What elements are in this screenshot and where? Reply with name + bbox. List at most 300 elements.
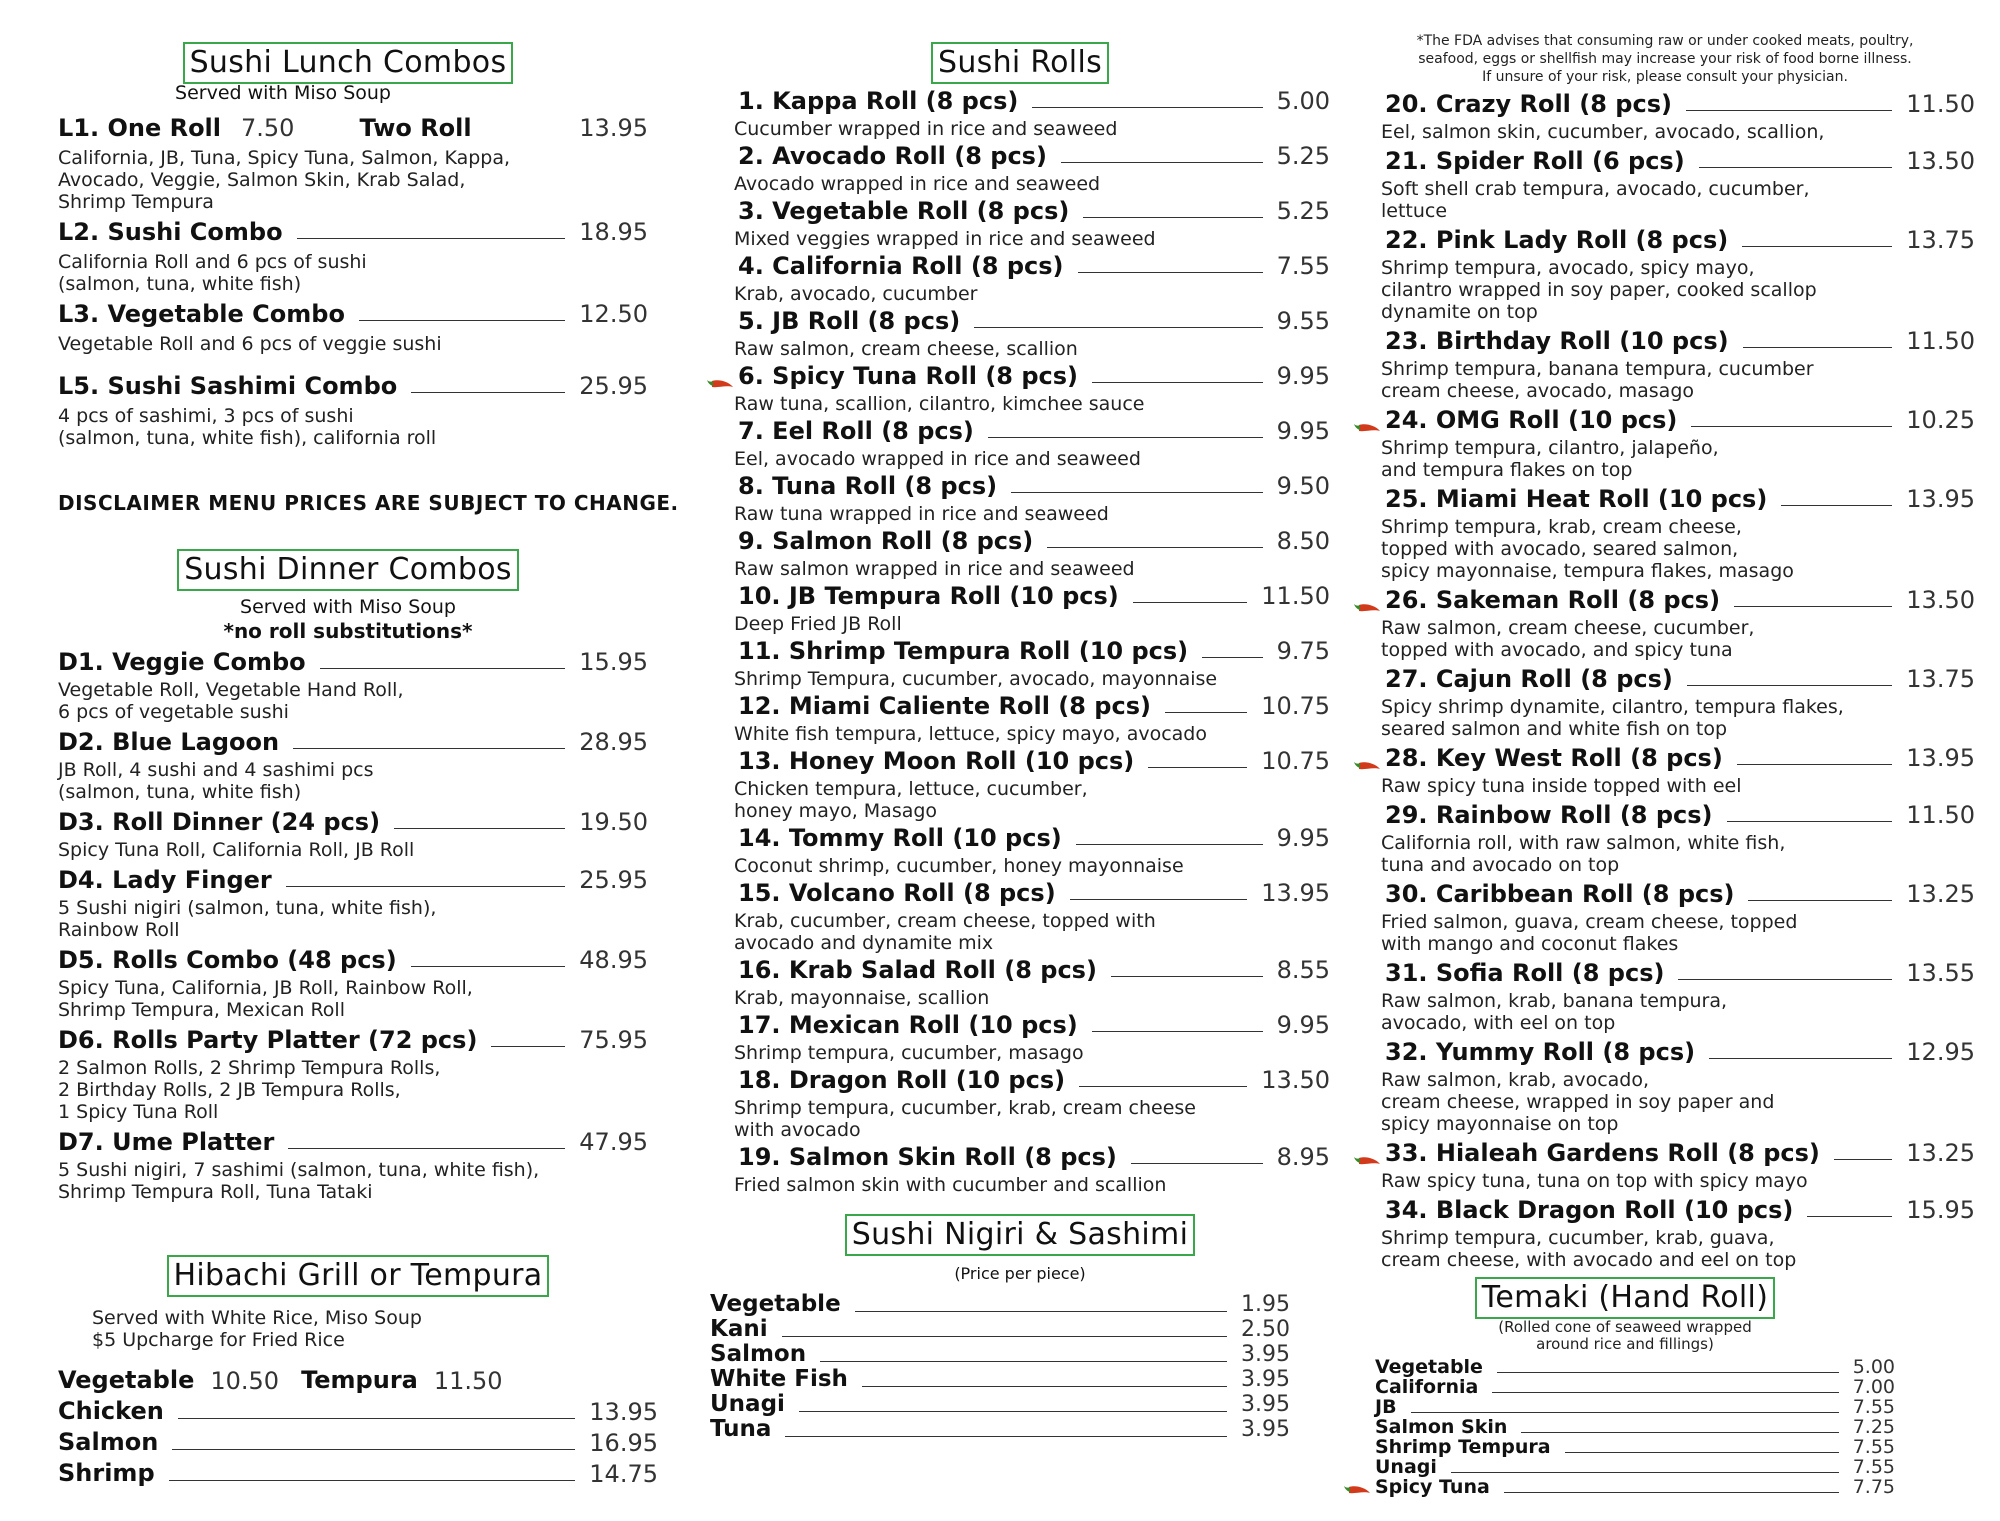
item-name: 33. Hialeah Gardens Roll (8 pcs) bbox=[1385, 1139, 1820, 1167]
item-price: 13.95 bbox=[1906, 485, 1975, 513]
item-price: 13.95 bbox=[1906, 744, 1975, 772]
lunch-item-list bbox=[58, 217, 668, 449]
item-row bbox=[58, 647, 648, 677]
dotted-leader bbox=[1807, 1216, 1892, 1217]
desc-line: Spicy shrimp dynamite, cilantro, tempura flakes, bbox=[1381, 696, 1844, 718]
item-row bbox=[1375, 1417, 1895, 1437]
dotted-leader bbox=[1737, 764, 1892, 765]
desc-line: 4 pcs of sashimi, 3 pcs of sushi bbox=[58, 405, 354, 427]
dotted-leader bbox=[1734, 606, 1892, 607]
item-desc bbox=[710, 173, 1330, 195]
item-desc bbox=[710, 1174, 1330, 1196]
desc-line: Krab, mayonnaise, scallion bbox=[734, 987, 990, 1009]
dotted-leader bbox=[491, 1046, 565, 1047]
item-desc bbox=[710, 448, 1330, 470]
dinner-item bbox=[58, 945, 668, 1021]
item-price: 11.50 bbox=[1261, 582, 1330, 610]
item-price: 2.50 bbox=[1241, 1317, 1290, 1342]
item-name: JB bbox=[1375, 1396, 1397, 1418]
dotted-leader bbox=[1092, 1031, 1263, 1032]
dotted-leader bbox=[974, 327, 1262, 328]
item-price: 10.75 bbox=[1261, 692, 1330, 720]
temaki-item bbox=[1375, 1357, 1895, 1377]
lunch-item bbox=[58, 371, 648, 449]
temaki-section-title: Temaki (Hand Roll) bbox=[1475, 1277, 1775, 1319]
item-row bbox=[1375, 1397, 1895, 1417]
dotted-leader bbox=[862, 1386, 1227, 1387]
nigiri-item bbox=[710, 1317, 1290, 1342]
item-desc bbox=[58, 839, 668, 861]
item-name: Salmon bbox=[58, 1428, 159, 1456]
item-price: 7.50 bbox=[241, 114, 295, 142]
desc-line: Shrimp tempura, cucumber, krab, cream cheese bbox=[734, 1097, 1196, 1119]
item-row bbox=[710, 1142, 1330, 1172]
dotted-leader bbox=[359, 320, 565, 321]
desc-line: Chicken tempura, lettuce, cucumber, bbox=[734, 778, 1088, 800]
item-desc bbox=[58, 333, 638, 355]
dotted-leader bbox=[1699, 167, 1893, 168]
item-name: 27. Cajun Roll (8 pcs) bbox=[1385, 665, 1673, 693]
roll-item bbox=[710, 141, 1330, 195]
item-desc bbox=[710, 668, 1330, 690]
dotted-leader bbox=[1133, 602, 1248, 603]
item-row bbox=[1355, 89, 1975, 119]
item-price: 13.25 bbox=[1906, 1139, 1975, 1167]
nigiri-note: (Price per piece) bbox=[954, 1264, 1086, 1283]
item-price: 7.75 bbox=[1852, 1476, 1895, 1498]
item-name: 5. JB Roll (8 pcs) bbox=[738, 307, 961, 335]
desc-line: lettuce bbox=[1381, 200, 1448, 222]
item-price: 5.00 bbox=[1852, 1356, 1895, 1378]
item-desc bbox=[1355, 911, 1975, 955]
item-price: 8.95 bbox=[1276, 1143, 1330, 1171]
item-price: 28.95 bbox=[579, 728, 648, 756]
dotted-leader bbox=[820, 1361, 1227, 1362]
dinner-item bbox=[58, 1025, 668, 1123]
hibachi-notes bbox=[92, 1307, 668, 1351]
hibachi-section-title: Hibachi Grill or Tempura bbox=[167, 1255, 550, 1297]
item-row bbox=[58, 727, 648, 757]
hibachi-item-list bbox=[58, 1396, 658, 1489]
dotted-leader bbox=[1687, 685, 1892, 686]
item-name: 31. Sofia Roll (8 pcs) bbox=[1385, 959, 1665, 987]
item-desc bbox=[710, 1097, 1330, 1141]
item-price: 12.50 bbox=[579, 300, 648, 328]
dotted-leader bbox=[782, 1336, 1227, 1337]
desc-line: cream cheese, avocado, masago bbox=[1381, 380, 1694, 402]
item-price: 7.00 bbox=[1852, 1376, 1895, 1398]
temaki-note-line: around rice and fillings) bbox=[1536, 1335, 1714, 1353]
item-name: Shrimp Tempura bbox=[1375, 1436, 1551, 1458]
item-price: 7.55 bbox=[1852, 1436, 1895, 1458]
chili-pepper-icon bbox=[1353, 421, 1381, 435]
desc-line: Krab, avocado, cucumber bbox=[734, 283, 978, 305]
item-price: 12.95 bbox=[1906, 1038, 1975, 1066]
dotted-leader bbox=[1709, 1058, 1892, 1059]
roll-item bbox=[1355, 743, 1975, 797]
dinner-item bbox=[58, 1127, 668, 1203]
item-row bbox=[58, 1427, 658, 1458]
roll-item bbox=[1355, 585, 1975, 661]
item-row bbox=[58, 299, 648, 329]
desc-line: avocado and dynamite mix bbox=[734, 932, 994, 954]
dotted-leader bbox=[1092, 382, 1263, 383]
desc-line: Fried salmon, guava, cream cheese, topped bbox=[1381, 911, 1798, 933]
item-name: 22. Pink Lady Roll (8 pcs) bbox=[1385, 226, 1729, 254]
dotted-leader bbox=[1047, 547, 1262, 548]
item-desc bbox=[710, 503, 1330, 525]
item-desc bbox=[710, 283, 1330, 305]
dotted-leader bbox=[169, 1480, 576, 1481]
item-name: 17. Mexican Roll (10 pcs) bbox=[738, 1011, 1078, 1039]
item-name: 20. Crazy Roll (8 pcs) bbox=[1385, 90, 1672, 118]
item-price: 1.95 bbox=[1241, 1292, 1290, 1317]
dotted-leader bbox=[411, 966, 566, 967]
roll-item bbox=[710, 361, 1330, 415]
desc-line: (salmon, tuna, white fish), california roll bbox=[58, 427, 437, 449]
dotted-leader bbox=[1070, 899, 1248, 900]
chili-pepper-icon bbox=[1353, 759, 1381, 773]
item-name: Spicy Tuna bbox=[1375, 1476, 1490, 1498]
dinner-item bbox=[58, 807, 668, 861]
item-price: 18.95 bbox=[579, 218, 648, 246]
rolls-item-list bbox=[710, 86, 1330, 1196]
item-price: 9.55 bbox=[1276, 307, 1330, 335]
item-desc bbox=[58, 1159, 668, 1203]
item-row bbox=[710, 1367, 1290, 1392]
roll-item bbox=[1355, 1138, 1975, 1192]
item-name: White Fish bbox=[710, 1366, 848, 1392]
dotted-leader bbox=[1083, 217, 1262, 218]
item-price: 9.95 bbox=[1276, 1011, 1330, 1039]
lunch-item bbox=[58, 217, 648, 295]
column-right bbox=[1355, 0, 1985, 1497]
desc-line: cream cheese, with avocado and eel on top bbox=[1381, 1249, 1797, 1271]
dotted-leader bbox=[286, 886, 566, 887]
nigiri-item-list bbox=[710, 1292, 1290, 1442]
item-desc bbox=[1355, 516, 1975, 582]
item-row bbox=[1355, 958, 1975, 988]
item-row bbox=[1375, 1457, 1895, 1477]
desc-line: cilantro wrapped in soy paper, cooked scallop bbox=[1381, 279, 1817, 301]
item-name: 14. Tommy Roll (10 pcs) bbox=[738, 824, 1062, 852]
item-name: 24. OMG Roll (10 pcs) bbox=[1385, 406, 1678, 434]
fda-line: *The FDA advises that consuming raw or under cooked meats, poultry, bbox=[1416, 33, 1914, 49]
item-price: 8.55 bbox=[1276, 956, 1330, 984]
rolls-section-title: Sushi Rolls bbox=[931, 42, 1109, 84]
item-row bbox=[1355, 405, 1975, 435]
desc-line: 2 Salmon Rolls, 2 Shrimp Tempura Rolls, bbox=[58, 1057, 441, 1079]
item-desc bbox=[710, 338, 1330, 360]
desc-line: Eel, salmon skin, cucumber, avocado, scallion, bbox=[1381, 121, 1825, 143]
desc-line: Rainbow Roll bbox=[58, 919, 180, 941]
desc-line: Shrimp tempura, krab, cream cheese, bbox=[1381, 516, 1742, 538]
desc-line: Raw spicy tuna inside topped with eel bbox=[1381, 775, 1742, 797]
item-row bbox=[1375, 1437, 1895, 1457]
item-name: Two Roll bbox=[359, 114, 472, 142]
temaki-item bbox=[1375, 1457, 1895, 1477]
item-row bbox=[710, 416, 1330, 446]
item-row bbox=[58, 865, 648, 895]
item-name: 8. Tuna Roll (8 pcs) bbox=[738, 472, 998, 500]
price-disclaimer: DISCLAIMER MENU PRICES ARE SUBJECT TO CHANGE. bbox=[58, 491, 679, 515]
item-name: 30. Caribbean Roll (8 pcs) bbox=[1385, 880, 1735, 908]
roll-item bbox=[710, 878, 1330, 954]
item-row bbox=[710, 141, 1330, 171]
item-row bbox=[1355, 585, 1975, 615]
dotted-leader bbox=[172, 1449, 575, 1450]
dotted-leader bbox=[1691, 426, 1892, 427]
item-price: 3.95 bbox=[1241, 1392, 1290, 1417]
roll-item bbox=[1355, 664, 1975, 740]
item-desc bbox=[58, 147, 668, 213]
desc-line: 5 Sushi nigiri (salmon, tuna, white fish), bbox=[58, 897, 437, 919]
item-price: 13.50 bbox=[1906, 586, 1975, 614]
roll-item bbox=[1355, 89, 1975, 143]
hibachi-note-1: Served with White Rice, Miso Soup bbox=[92, 1307, 422, 1329]
item-name: Chicken bbox=[58, 1397, 164, 1425]
dotted-leader bbox=[1497, 1372, 1839, 1373]
item-name: D2. Blue Lagoon bbox=[58, 728, 280, 756]
item-name: Shrimp bbox=[58, 1459, 155, 1487]
item-name: 21. Spider Roll (6 pcs) bbox=[1385, 147, 1685, 175]
item-price: 7.55 bbox=[1852, 1456, 1895, 1478]
dotted-leader bbox=[1411, 1412, 1839, 1413]
lunch-item-l1 bbox=[58, 113, 668, 213]
desc-line: Spicy Tuna, California, JB Roll, Rainbow Roll, bbox=[58, 977, 473, 999]
item-desc bbox=[1355, 257, 1975, 323]
item-name: 28. Key West Roll (8 pcs) bbox=[1385, 744, 1723, 772]
fda-line: seafood, eggs or shellfish may increase your risk of food borne illness. bbox=[1418, 51, 1912, 67]
temaki-title-wrap bbox=[1355, 1277, 1895, 1319]
dinner-section-title: Sushi Dinner Combos bbox=[177, 549, 519, 591]
temaki-item bbox=[1375, 1417, 1895, 1437]
item-desc bbox=[1355, 178, 1975, 222]
roll-item bbox=[1355, 958, 1975, 1034]
roll-item bbox=[710, 526, 1330, 580]
item-row bbox=[710, 196, 1330, 226]
roll-item bbox=[710, 823, 1330, 877]
item-price: 7.25 bbox=[1852, 1416, 1895, 1438]
fda-advisory bbox=[1355, 32, 1975, 86]
desc-line: honey mayo, Masago bbox=[734, 800, 938, 822]
temaki-note bbox=[1355, 1319, 1895, 1353]
item-desc bbox=[58, 1057, 668, 1123]
item-desc bbox=[58, 897, 668, 941]
item-row bbox=[1355, 484, 1975, 514]
item-row bbox=[1355, 326, 1975, 356]
item-name: 9. Salmon Roll (8 pcs) bbox=[738, 527, 1034, 555]
nigiri-item bbox=[710, 1417, 1290, 1442]
rolls-continued-item-list bbox=[1355, 89, 1975, 1271]
nigiri-section-title: Sushi Nigiri & Sashimi bbox=[845, 1214, 1195, 1256]
desc-line: Shrimp tempura, cucumber, masago bbox=[734, 1042, 1084, 1064]
roll-item bbox=[710, 251, 1330, 305]
item-desc bbox=[1355, 358, 1975, 402]
desc-line: and tempura flakes on top bbox=[1381, 459, 1633, 481]
item-desc bbox=[710, 118, 1330, 140]
item-name: 7. Eel Roll (8 pcs) bbox=[738, 417, 974, 445]
item-row bbox=[1355, 146, 1975, 176]
desc-line: avocado, with eel on top bbox=[1381, 1012, 1616, 1034]
item-price: 13.55 bbox=[1906, 959, 1975, 987]
item-name: 18. Dragon Roll (10 pcs) bbox=[738, 1066, 1066, 1094]
item-desc bbox=[710, 228, 1330, 250]
desc-line: California roll, with raw salmon, white fish, bbox=[1381, 832, 1786, 854]
desc-line: Raw spicy tuna, tuna on top with spicy mayo bbox=[1381, 1170, 1808, 1192]
item-row bbox=[1355, 1037, 1975, 1067]
item-name: 3. Vegetable Roll (8 pcs) bbox=[738, 197, 1070, 225]
item-price: 7.55 bbox=[1852, 1396, 1895, 1418]
temaki-item bbox=[1375, 1377, 1895, 1397]
desc-line: Spicy Tuna Roll, California Roll, JB Roll bbox=[58, 839, 415, 861]
desc-line: Shrimp Tempura bbox=[58, 191, 214, 213]
item-price: 25.95 bbox=[579, 372, 648, 400]
item-name: 23. Birthday Roll (10 pcs) bbox=[1385, 327, 1729, 355]
desc-line: Shrimp tempura, cilantro, jalapeño, bbox=[1381, 437, 1719, 459]
roll-item bbox=[710, 746, 1330, 822]
dotted-leader bbox=[1742, 246, 1892, 247]
dotted-leader bbox=[1076, 844, 1263, 845]
dinner-item bbox=[58, 727, 668, 803]
item-name: Salmon bbox=[710, 1341, 807, 1367]
roll-item bbox=[710, 196, 1330, 250]
item-price: 47.95 bbox=[579, 1128, 648, 1156]
dotted-leader bbox=[1061, 162, 1263, 163]
item-desc bbox=[1355, 1170, 1975, 1192]
item-price: 9.50 bbox=[1276, 472, 1330, 500]
item-price: 13.75 bbox=[1906, 665, 1975, 693]
item-price: 3.95 bbox=[1241, 1417, 1290, 1442]
chili-pepper-icon bbox=[706, 377, 734, 391]
dinner-item bbox=[58, 647, 668, 723]
chili-pepper-icon bbox=[1343, 1483, 1371, 1497]
item-row bbox=[710, 471, 1330, 501]
item-row bbox=[58, 807, 648, 837]
desc-line: Shrimp tempura, banana tempura, cucumber bbox=[1381, 358, 1814, 380]
roll-item bbox=[710, 691, 1330, 745]
dotted-leader bbox=[1686, 110, 1892, 111]
item-price: 16.95 bbox=[589, 1429, 658, 1457]
item-price: 13.95 bbox=[589, 1398, 658, 1426]
desc-line: Fried salmon skin with cucumber and scallion bbox=[734, 1174, 1167, 1196]
item-desc bbox=[1355, 617, 1975, 661]
item-price: 9.75 bbox=[1276, 637, 1330, 665]
item-row bbox=[710, 1317, 1290, 1342]
desc-line: Raw salmon wrapped in rice and seaweed bbox=[734, 558, 1135, 580]
item-name: 1. Kappa Roll (8 pcs) bbox=[738, 87, 1019, 115]
item-name: California bbox=[1375, 1376, 1479, 1398]
roll-item bbox=[710, 955, 1330, 1009]
item-row bbox=[710, 746, 1330, 776]
item-desc bbox=[58, 251, 638, 295]
item-price: 14.75 bbox=[589, 1460, 658, 1488]
temaki-note-line: (Rolled cone of seaweed wrapped bbox=[1498, 1318, 1752, 1336]
temaki-item bbox=[1375, 1437, 1895, 1457]
roll-item bbox=[1355, 326, 1975, 402]
item-desc bbox=[710, 393, 1330, 415]
item-row bbox=[58, 1458, 658, 1489]
item-name: 6. Spicy Tuna Roll (8 pcs) bbox=[738, 362, 1079, 390]
roll-item bbox=[1355, 146, 1975, 222]
item-price: 10.75 bbox=[1261, 747, 1330, 775]
desc-line: 1 Spicy Tuna Roll bbox=[58, 1101, 219, 1123]
desc-line: spicy mayonnaise on top bbox=[1381, 1113, 1619, 1135]
desc-line: Raw salmon, cream cheese, cucumber, bbox=[1381, 617, 1755, 639]
item-price: 11.50 bbox=[433, 1367, 503, 1395]
item-row bbox=[58, 217, 648, 247]
item-price: 5.25 bbox=[1276, 142, 1330, 170]
desc-line: Shrimp tempura, avocado, spicy mayo, bbox=[1381, 257, 1755, 279]
item-desc bbox=[710, 558, 1330, 580]
item-name: Tempura bbox=[301, 1366, 418, 1394]
item-price: 3.95 bbox=[1241, 1367, 1290, 1392]
dotted-leader bbox=[1131, 1163, 1263, 1164]
item-name: 29. Rainbow Roll (8 pcs) bbox=[1385, 801, 1713, 829]
dotted-leader bbox=[1078, 272, 1263, 273]
item-desc bbox=[58, 759, 668, 803]
lunch-title-wrap bbox=[58, 42, 638, 84]
item-name: D1. Veggie Combo bbox=[58, 648, 306, 676]
roll-item bbox=[1355, 225, 1975, 323]
item-name: 32. Yummy Roll (8 pcs) bbox=[1385, 1038, 1696, 1066]
item-price: 13.50 bbox=[1261, 1066, 1330, 1094]
nigiri-item bbox=[710, 1292, 1290, 1317]
dotted-leader bbox=[1032, 107, 1262, 108]
item-name: 26. Sakeman Roll (8 pcs) bbox=[1385, 586, 1721, 614]
item-price: 3.95 bbox=[1241, 1342, 1290, 1367]
item-name: Tuna bbox=[710, 1416, 772, 1442]
item-name: 4. California Roll (8 pcs) bbox=[738, 252, 1064, 280]
item-row bbox=[710, 86, 1330, 116]
temaki-item-list bbox=[1375, 1357, 1895, 1497]
desc-line: Shrimp Tempura, Mexican Roll bbox=[58, 999, 345, 1021]
lunch-subtitle: Served with Miso Soup bbox=[175, 82, 391, 104]
dotted-leader bbox=[799, 1411, 1227, 1412]
item-name: 19. Salmon Skin Roll (8 pcs) bbox=[738, 1143, 1117, 1171]
roll-item bbox=[710, 581, 1330, 635]
item-row bbox=[1355, 1138, 1975, 1168]
item-row bbox=[58, 1127, 648, 1157]
item-price: 13.25 bbox=[1906, 880, 1975, 908]
dotted-leader bbox=[288, 1148, 565, 1149]
temaki-item bbox=[1375, 1397, 1895, 1417]
item-name: L5. Sushi Sashimi Combo bbox=[58, 372, 398, 400]
item-desc bbox=[1355, 437, 1975, 481]
desc-line: seared salmon and white fish on top bbox=[1381, 718, 1728, 740]
item-name: 13. Honey Moon Roll (10 pcs) bbox=[738, 747, 1135, 775]
dotted-leader bbox=[1521, 1432, 1838, 1433]
item-row bbox=[1355, 879, 1975, 909]
hibachi-item bbox=[58, 1458, 658, 1489]
chili-pepper-icon bbox=[1353, 1154, 1381, 1168]
item-name: D6. Rolls Party Platter (72 pcs) bbox=[58, 1026, 478, 1054]
item-row bbox=[710, 581, 1330, 611]
dotted-leader bbox=[785, 1436, 1227, 1437]
dinner-subtitle: Served with Miso Soup bbox=[240, 596, 456, 618]
roll-item bbox=[1355, 800, 1975, 876]
desc-line: cream cheese, wrapped in soy paper and bbox=[1381, 1091, 1775, 1113]
item-row bbox=[710, 1392, 1290, 1417]
nigiri-title-wrap bbox=[710, 1214, 1330, 1256]
desc-line: Raw salmon, krab, avocado, bbox=[1381, 1069, 1650, 1091]
column-left bbox=[58, 0, 679, 1489]
item-price: 13.50 bbox=[1906, 147, 1975, 175]
item-price: 48.95 bbox=[579, 946, 648, 974]
dotted-leader bbox=[1111, 976, 1263, 977]
item-desc bbox=[710, 1042, 1330, 1064]
item-name: L2. Sushi Combo bbox=[58, 218, 283, 246]
